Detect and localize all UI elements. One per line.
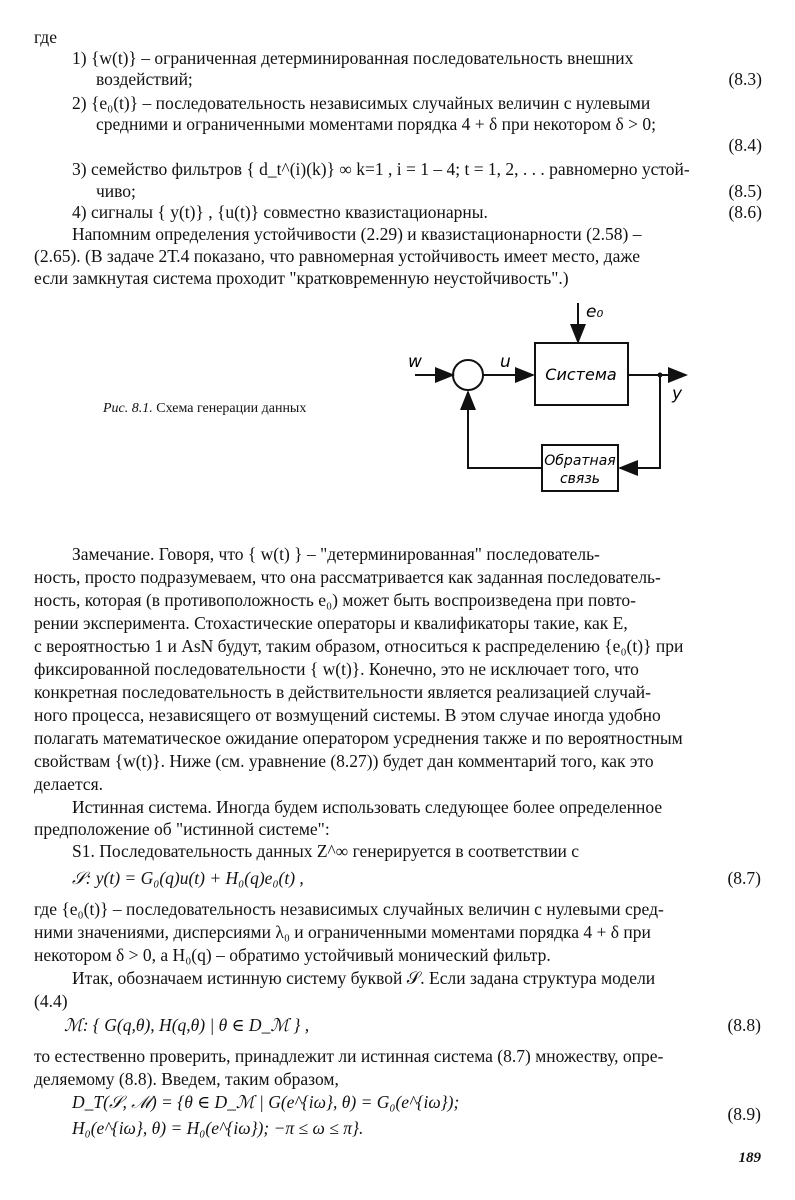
remark-line-6: фиксированной последовательности { w(t)}. Конечно, это не исключает того, что [34, 659, 639, 679]
eq-number-8-9: (8.9) [727, 1104, 761, 1124]
after87-line-2: ними значениями, дисперсиями λ₀ и ограниченными моментами порядка 4 + δ при [34, 922, 651, 942]
u-label: u [500, 352, 511, 372]
system-block-label: Система [545, 365, 617, 384]
equation-8-8: ℳ: { G(q,θ), H(q,θ) | θ ∈ D_ℳ } , [64, 1015, 310, 1035]
true-system-line-2: предположение об "истинной системе": [34, 819, 330, 839]
figure-caption [103, 401, 306, 417]
condition-2-line1: 2) {e₀(t)} – последовательность независимых случайных величин с нулевыми [72, 93, 651, 113]
figure-caption-text: Схема генерации данных [156, 401, 307, 416]
eq-number-8-4: (8.4) [728, 135, 762, 155]
after88-line-1: то естественно проверить, принадлежит ли истинная система (8.7) множеству, опре- [34, 1046, 664, 1066]
summing-junction [453, 360, 483, 390]
block-diagram [390, 295, 690, 505]
after88-line-2: деляемому (8.8). Введем, таким образом, [34, 1069, 339, 1089]
eq-number-8-6: (8.6) [728, 202, 762, 222]
eq-number-8-8: (8.8) [727, 1015, 761, 1035]
condition-1-line2: воздействий; (8.3) [96, 69, 762, 89]
true-system-line-3: S1. Последовательность данных Z^∞ генерируется в соответствии с [72, 841, 580, 861]
condition-3-line1: 3) семейство фильтров { d_t^(i)(k)} ∞ k=1 , i = 1 – 4; t = 1, 2, . . . равномерно устой- [72, 159, 690, 179]
remark-line-11: делается. [34, 774, 103, 794]
after87-line-3: некотором δ > 0, а H₀(q) – обратимо устойчивый монический фильтр. [34, 945, 551, 965]
eq-number-8-5: (8.5) [728, 181, 762, 201]
feedback-path-right [620, 375, 660, 468]
remark-line-2: ность, просто подразумеваем, что она рассматривается как заданная последователь- [34, 567, 661, 587]
para1-line2: (2.65). (В задаче 2Т.4 показано, что равномерная устойчивость имеет место, даже [34, 246, 640, 266]
remark-line-5: с вероятностью 1 и AsN будут, таким образом, относиться к распределению {e₀(t)} при [34, 636, 684, 656]
condition-2-line2: средними и ограниченными моментами порядка 4 + δ при некотором δ > 0; [96, 114, 656, 134]
condition-4-line1: 4) сигналы { y(t)} , {u(t)} совместно квазистационарны. (8.6) [72, 202, 762, 222]
condition-3-line2: чиво; (8.5) [96, 181, 762, 201]
eq-number-8-3: (8.3) [728, 69, 762, 89]
equation-8-9-line-2: H₀(e^{iω}, θ) = H₀(e^{iω}); −π ≤ ω ≤ π}. [72, 1118, 364, 1138]
remark-line-1: Замечание. Говоря, что { w(t) } – "детерминированная" последователь- [72, 544, 600, 564]
after87-line-5: (4.4) [34, 991, 68, 1011]
remark-line-10: свойствам {w(t)}. Ниже (см. уравнение (8.27)) будет дан комментарий того, как это [34, 751, 654, 771]
e0-label: e₀ [586, 302, 604, 322]
y-label: y [672, 384, 683, 404]
intro-word: где [34, 27, 57, 47]
page-number: 189 [738, 1150, 761, 1166]
para1-line3: если замкнутая система проходит "кратковременную неустойчивость".) [34, 268, 569, 288]
w-label: w [408, 352, 422, 372]
after87-line-1: где {e₀(t)} – последовательность независимых случайных величин с нулевыми сред- [34, 899, 664, 919]
condition-1-line1: 1) {w(t)} – ограниченная детерминированная последовательность внешних [72, 48, 634, 68]
remark-line-4: рении эксперимента. Стохастические операторы и квалификаторы такие, как E, [34, 613, 628, 633]
remark-line-3: ность, которая (в противоположность e₀) может быть воспроизведена при повто- [34, 590, 636, 610]
true-system-line-1: Истинная система. Иногда будем использовать следующее более определенное [72, 797, 663, 817]
eq-number-8-7: (8.7) [727, 868, 761, 888]
equation-8-9-line-1: D_T(𝒮, ℳ) = {θ ∈ D_ℳ | G(e^{iω}, θ) = G₀(e^{iω}); [72, 1092, 460, 1112]
feedback-block-label-2: связь [559, 471, 601, 487]
remark-line-9: полагать математическое ожидание оператором усреднения также и по вероятностным [34, 728, 683, 748]
remark-line-8: ного процесса, независящего от возмущений системы. В этом случае иногда удобно [34, 705, 661, 725]
after87-line-4: Итак, обозначаем истинную систему буквой 𝒮. Если задана структура модели [72, 968, 656, 988]
figure-caption-label: Рис. 8.1. [103, 401, 153, 416]
remark-line-7: конкретная последовательность в действительности является реализацией случай- [34, 682, 651, 702]
feedback-path-left [468, 392, 542, 468]
equation-8-7: 𝒮: y(t) = G₀(q)u(t) + H₀(q)e₀(t) , [72, 868, 304, 888]
para1-line1: Напомним определения устойчивости (2.29) и квазистационарности (2.58) – [72, 224, 642, 244]
feedback-block-label-1: Обратная [544, 453, 616, 469]
